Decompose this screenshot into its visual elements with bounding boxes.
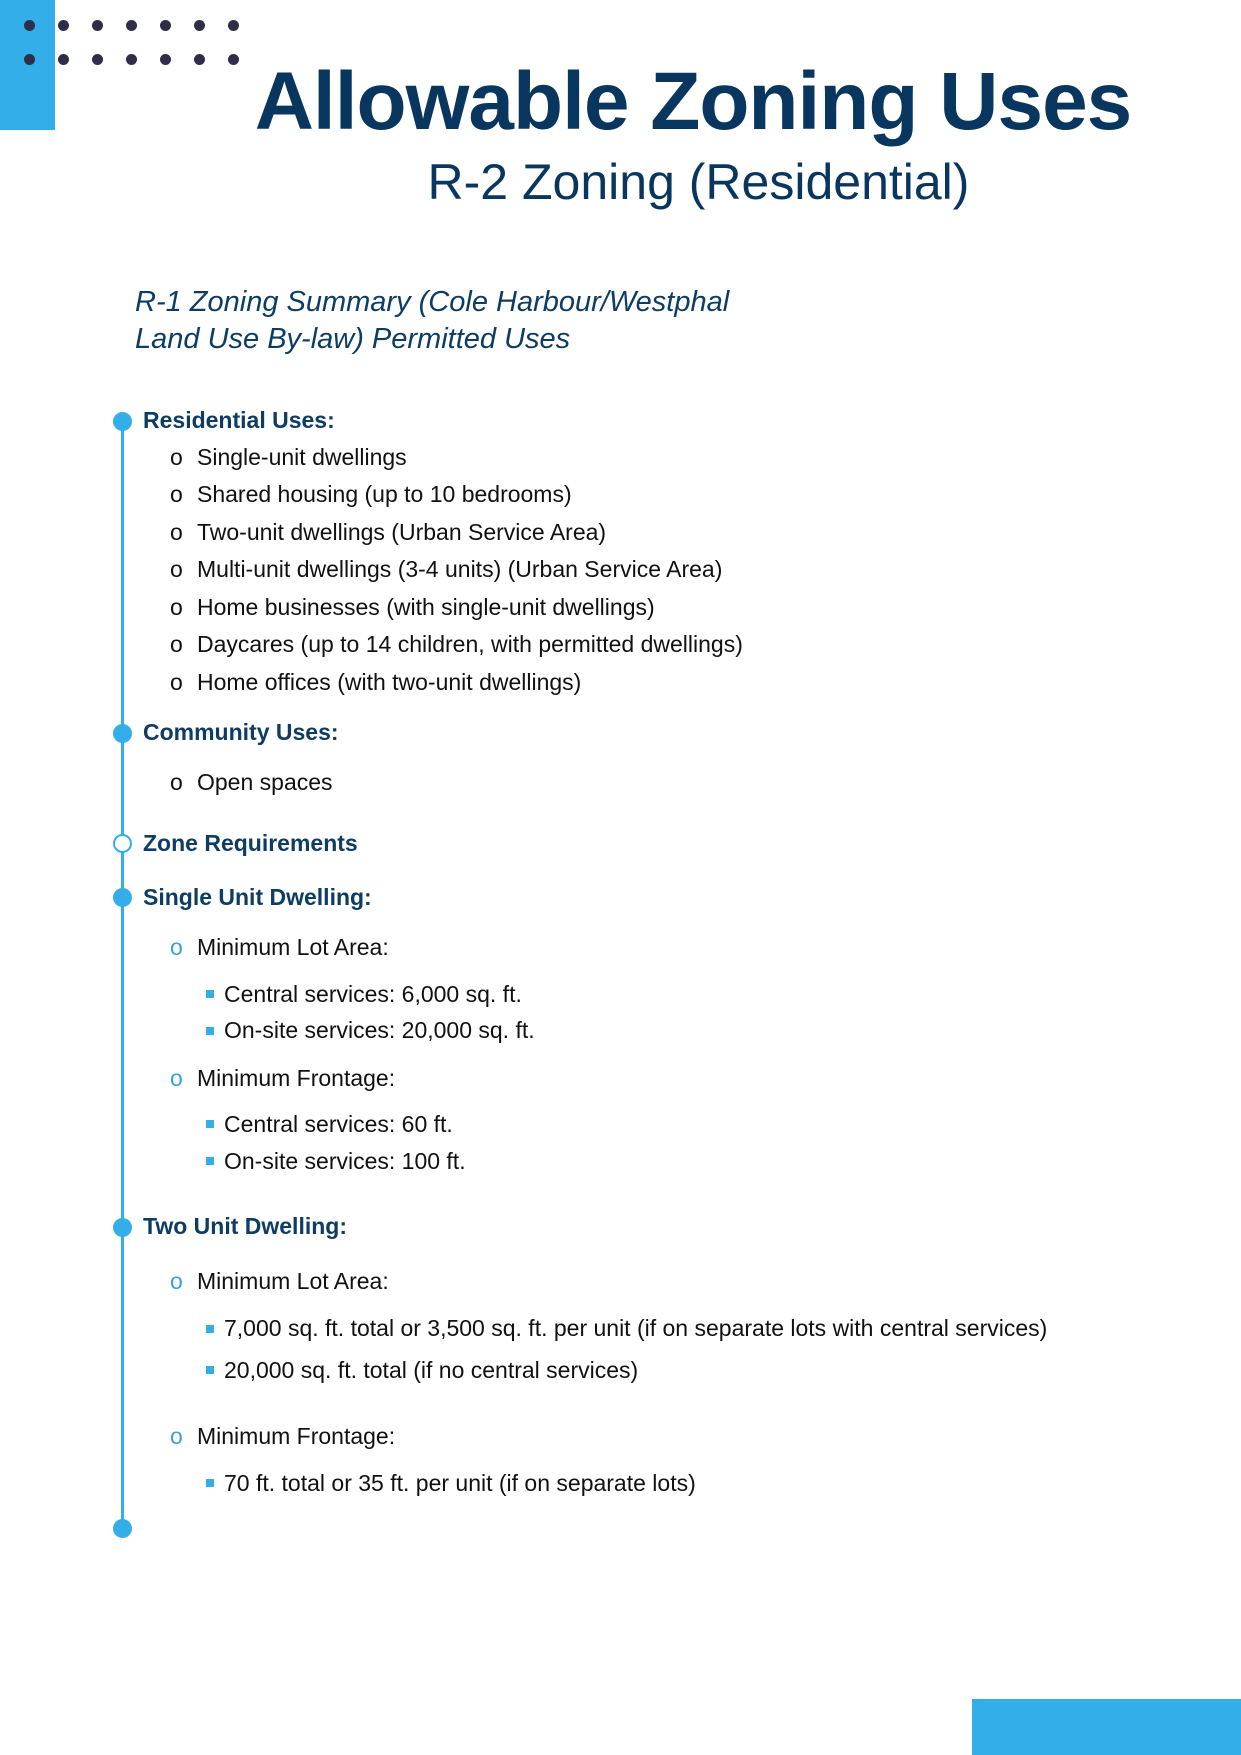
section-heading-zone-requirements: Zone Requirements xyxy=(143,830,358,856)
circle-bullet-icon: o xyxy=(170,1065,183,1091)
timeline-node-icon xyxy=(113,412,132,431)
square-bullet-icon xyxy=(206,1366,214,1374)
circle-bullet-icon: o xyxy=(170,1423,183,1449)
circle-bullet-icon: o xyxy=(170,594,183,620)
circle-bullet-icon: o xyxy=(170,481,183,507)
circle-bullet-icon: o xyxy=(170,519,183,545)
list-item: Shared housing (up to 10 bedrooms) xyxy=(197,481,572,507)
list-item: Home offices (with two-unit dwellings) xyxy=(197,669,582,695)
intro-text xyxy=(135,284,795,358)
intro-line-2: Land Use By-law) Permitted Uses xyxy=(135,323,571,355)
square-bullet-icon xyxy=(206,1027,214,1035)
list-item: Single-unit dwellings xyxy=(197,444,407,470)
group-label: Minimum Lot Area: xyxy=(197,934,389,960)
section-heading-single-unit: Single Unit Dwelling: xyxy=(143,884,372,910)
list-item: 70 ft. total or 35 ft. per unit (if on separate lots) xyxy=(224,1470,696,1496)
dot-icon xyxy=(24,20,35,31)
list-item: On-site services: 100 ft. xyxy=(224,1148,466,1174)
group-label: Minimum Lot Area: xyxy=(197,1268,389,1294)
circle-bullet-icon: o xyxy=(170,769,183,795)
section-heading-residential: Residential Uses: xyxy=(143,407,335,433)
section-heading-community: Community Uses: xyxy=(143,719,339,745)
dot-icon xyxy=(228,20,239,31)
list-item: Daycares (up to 14 children, with permitted dwellings) xyxy=(197,631,743,657)
circle-bullet-icon: o xyxy=(170,556,183,582)
list-item: Home businesses (with single-unit dwellings) xyxy=(197,594,655,620)
dot-icon xyxy=(92,20,103,31)
timeline-end-node-icon xyxy=(113,1519,132,1538)
square-bullet-icon xyxy=(206,990,214,998)
square-bullet-icon xyxy=(206,1120,214,1128)
list-item: Two-unit dwellings (Urban Service Area) xyxy=(197,519,607,545)
circle-bullet-icon: o xyxy=(170,934,183,960)
dot-icon xyxy=(58,20,69,31)
timeline-node-icon xyxy=(113,888,132,907)
list-item: On-site services: 20,000 sq. ft. xyxy=(224,1017,535,1043)
timeline-line xyxy=(121,420,124,1530)
circle-bullet-icon: o xyxy=(170,669,183,695)
page-title: Allowable Zoning Uses xyxy=(254,56,1132,147)
square-bullet-icon xyxy=(206,1157,214,1165)
timeline-node-icon xyxy=(113,1218,132,1237)
list-item: Central services: 6,000 sq. ft. xyxy=(224,981,522,1007)
list-item: Multi-unit dwellings (3-4 units) (Urban Service Area) xyxy=(197,556,723,582)
dot-icon xyxy=(160,20,171,31)
list-item: Central services: 60 ft. xyxy=(224,1111,453,1137)
page-subtitle: R-2 Zoning (Residential) xyxy=(427,154,970,210)
square-bullet-icon xyxy=(206,1479,214,1487)
group-label: Minimum Frontage: xyxy=(197,1423,396,1449)
list-item: 7,000 sq. ft. total or 3,500 sq. ft. per unit (if on separate lots with central services) xyxy=(224,1315,1048,1341)
dot-icon xyxy=(194,20,205,31)
timeline-node-icon xyxy=(113,724,132,743)
list-item: Open spaces xyxy=(197,769,333,795)
list-item: 20,000 sq. ft. total (if no central services) xyxy=(224,1357,639,1383)
timeline-node-hollow-icon xyxy=(113,834,132,853)
group-label: Minimum Frontage: xyxy=(197,1065,396,1091)
circle-bullet-icon: o xyxy=(170,1268,183,1294)
square-bullet-icon xyxy=(206,1325,214,1333)
circle-bullet-icon: o xyxy=(170,631,183,657)
dot-icon xyxy=(126,20,137,31)
intro-line-1: R-1 Zoning Summary (Cole Harbour/Westphal xyxy=(135,286,730,318)
corner-accent-bottom-right xyxy=(972,1699,1241,1755)
section-heading-two-unit: Two Unit Dwelling: xyxy=(143,1213,347,1239)
circle-bullet-icon: o xyxy=(170,444,183,470)
